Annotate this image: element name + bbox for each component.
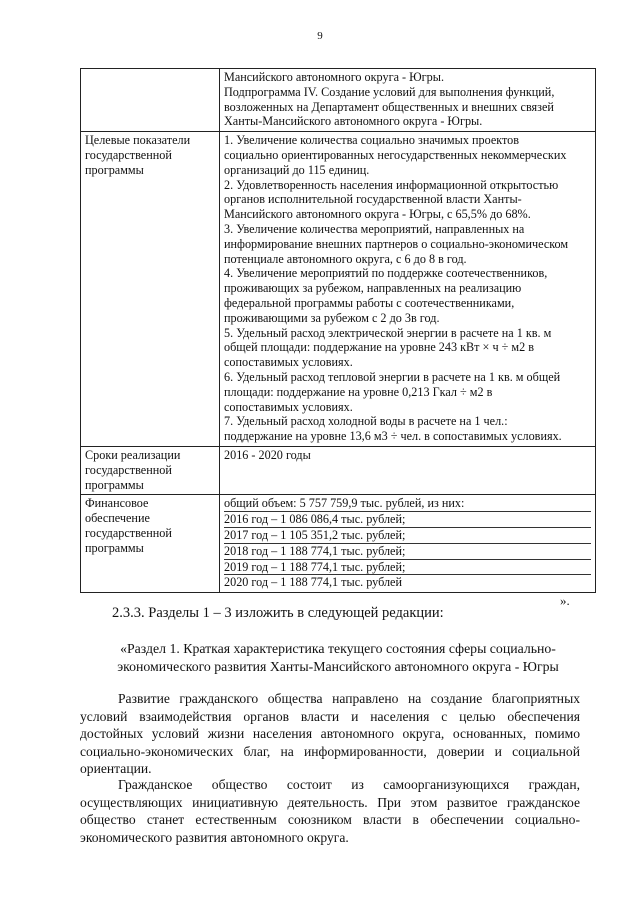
section-title — [80, 640, 596, 676]
paragraph-line: общество станет естественным союзником власти в обеспечении социально- — [80, 812, 580, 827]
paragraph-line: условий взаимодействия органов власти и населения с целью обеспечения — [80, 708, 580, 724]
target-line: организаций до 115 единиц. — [224, 162, 370, 177]
table-row — [81, 495, 596, 593]
targets-label-line: программы — [85, 162, 144, 177]
targets-label-cell — [81, 132, 220, 447]
paragraph-line: социально-экономических благ, на информированности, доверии и социальной — [80, 743, 580, 759]
targets-label-line: государственной — [85, 147, 172, 162]
empty-label-cell — [81, 69, 220, 132]
target-line: 7. Удельный расход холодной воды в расчете на 1 чел.: — [224, 414, 508, 429]
target-line: 4. Увеличение мероприятий по поддержке соотечественников, — [224, 266, 548, 281]
closing-quote-mark: ». — [560, 593, 570, 608]
targets-label-line: Целевые показатели — [85, 133, 191, 148]
target-line: 3. Увеличение количества мероприятий, направленных на — [224, 221, 525, 236]
target-line: Мансийского автономного округа - Югры, с 65,5% до 68%. — [224, 207, 531, 222]
target-line: социально ориентированных негосударственных некоммерческих — [224, 147, 567, 162]
paragraph-line: Развитие гражданского общества направлено на создание благоприятных — [118, 691, 580, 706]
finance-line: 2017 год – 1 105 351,2 тыс. рублей; — [224, 528, 591, 544]
page-number: 9 — [317, 30, 323, 42]
period-label-line: государственной — [85, 462, 172, 477]
target-line: поддержание на уровне 13,6 м3 ÷ чел. в сопоставимых условиях. — [224, 429, 562, 444]
finance-label-line: государственной — [85, 525, 172, 540]
period-value-cell — [220, 446, 596, 494]
target-line: общей площади: поддержание на уровне 243 кВт × ч ÷ м2 в — [224, 340, 534, 355]
finance-line: 2016 год – 1 086 086,4 тыс. рублей; — [224, 512, 591, 528]
period-label-line: программы — [85, 477, 144, 492]
table-row — [81, 132, 596, 447]
targets-cell — [220, 132, 596, 447]
period-value: 2016 - 2020 годы — [224, 447, 311, 462]
finance-line: 2020 год – 1 188 774,1 тыс. рублей — [224, 575, 402, 590]
continuation-line: Мансийского автономного округа - Югры. — [224, 70, 444, 84]
amendment-lead: 2.3.3. Разделы 1 – 3 изложить в следующей редакции: — [112, 605, 444, 621]
section-title-line: экономического развития Ханты-Мансийского автономного округа - Югры — [117, 659, 559, 674]
finance-label-line: программы — [85, 540, 144, 555]
table-row — [81, 446, 596, 494]
paragraph-line: Гражданское общество состоит из самоорганизующихся граждан, — [118, 777, 580, 792]
finance-line: 2018 год – 1 188 774,1 тыс. рублей; — [224, 544, 591, 560]
target-line: информирование внешних партнеров о социально-экономическом — [224, 236, 569, 251]
section-title-line: «Раздел 1. Краткая характеристика текущего состояния сферы социально- — [120, 641, 556, 656]
period-label-line: Сроки реализации — [85, 447, 181, 462]
target-line: 2. Удовлетворенность населения информационной открытостью — [224, 177, 559, 192]
target-line: площади: поддержание на уровне 0,213 Гкал ÷ м2 в — [224, 384, 493, 399]
continuation-line: Ханты-Мансийского автономного округа - Югры. — [224, 114, 483, 129]
finance-label-cell — [81, 495, 220, 593]
target-line: 1. Увеличение количества социально значимых проектов — [224, 133, 520, 148]
target-line: 5. Удельный расход электрической энергии в расчете на 1 кв. м — [224, 325, 552, 340]
target-line: сопоставимых условиях. — [224, 355, 353, 370]
paragraph-line: экономического развития автономного округа. — [80, 829, 349, 845]
continuation-line: возложенных на Департамент общественных и внешних связей — [224, 99, 554, 114]
finance-label-line: Финансовое — [85, 496, 149, 511]
target-line: 6. Удельный расход тепловой энергии в расчете на 1 кв. м общей — [224, 369, 561, 384]
paragraph-line: достойных условий жизни населения автономного округа, основанных, помимо — [80, 726, 580, 741]
paragraph-line: ориентации. — [80, 761, 152, 776]
target-line: потенциале автономного округа, с 6 до 8 в год. — [224, 251, 467, 266]
target-line: сопоставимых условиях. — [224, 399, 353, 414]
program-passport-table — [80, 68, 596, 593]
continuation-line: Подпрограмма IV. Создание условий для выполнения функций, — [224, 84, 555, 99]
table-row — [81, 69, 596, 132]
paragraph — [80, 776, 580, 846]
target-line: федеральной программы работы с соотечественниками, — [224, 295, 515, 310]
finance-line: 2019 год – 1 188 774,1 тыс. рублей; — [224, 560, 591, 576]
finance-label-line: обеспечение — [85, 511, 150, 526]
target-line: проживающих за рубежом, направленных на реализацию — [224, 281, 522, 296]
period-label-cell — [81, 446, 220, 494]
finance-line: общий объем: 5 757 759,9 тыс. рублей, из них: — [224, 496, 591, 512]
paragraph — [80, 690, 580, 778]
finance-cell — [220, 495, 596, 593]
continuation-cell — [220, 69, 596, 132]
paragraph-line: осуществляющих инициативную деятельность. При этом развитое гражданское — [80, 794, 580, 810]
target-line: органов исполнительной государственной власти Ханты- — [224, 192, 522, 207]
target-line: проживающими за рубежом с 2 до 3в год. — [224, 310, 440, 325]
